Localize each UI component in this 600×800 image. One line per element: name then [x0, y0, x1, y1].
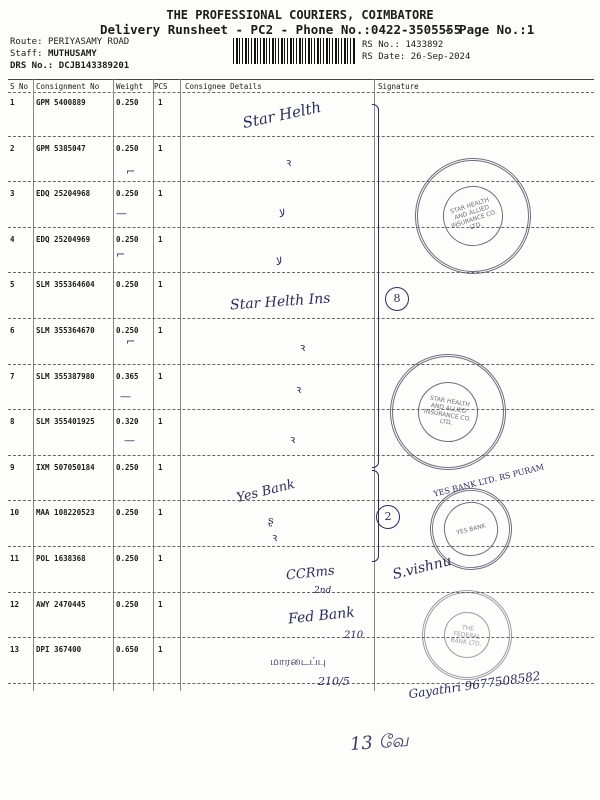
tick-mark: ꝛ: [300, 341, 306, 354]
row-weight: 0.650: [116, 645, 139, 655]
row-pcs: 1: [158, 554, 163, 563]
row-separator: [8, 136, 594, 137]
row-separator: [8, 455, 594, 456]
stamp-text: THE FEDERAL BANK LTD.: [441, 609, 493, 661]
stamp-inner: [439, 497, 503, 561]
yes-bank-stamp-outer-text: YES BANK LTD. RS PURAM: [432, 462, 545, 499]
handwriting-tamil-sub: 210/5: [318, 675, 350, 688]
row-sno: 13: [10, 645, 20, 655]
row-consignment-no: DPI 367400: [36, 645, 82, 655]
stamp-text: STAR HEALTH AND ALLIED INSURANCE CO. LTD.: [413, 377, 483, 447]
row-consignment-no: SLM 355364670: [36, 326, 95, 335]
row-consignment-no: SLM 355401925: [36, 417, 95, 427]
row-weight: 0.250: [116, 599, 139, 609]
tick-mark: ꝛ: [272, 531, 278, 544]
row-separator: [8, 364, 594, 365]
tick-mark: ʂ: [268, 514, 274, 527]
star-allied-stamp: [400, 143, 546, 289]
stamp-text: STAR HEALTH AND ALLIED INSURANCE CO. LTD.: [435, 178, 511, 254]
tick-mark: —: [120, 390, 131, 403]
row-consignment-no: IXM 507050184: [36, 462, 95, 472]
row-weight: 0.250: [116, 554, 139, 563]
tick-mark: —: [116, 207, 127, 220]
row-sno: 10: [10, 508, 20, 518]
row-sno: 12: [10, 599, 20, 609]
row-pcs: 1: [158, 234, 163, 244]
tick-mark: ꝛ: [290, 433, 296, 446]
row-pcs: 1: [158, 462, 163, 472]
row-weight: 0.250: [116, 98, 139, 107]
tick-mark: ⌐: [126, 165, 136, 178]
row-pcs: 1: [158, 143, 163, 153]
rs-number: RS No.: 1433892: [362, 40, 444, 50]
tick-mark: ꝛ: [286, 156, 292, 169]
handwriting-yes-bank: Yes Bank: [235, 477, 297, 506]
circled-count: 8: [385, 287, 409, 311]
row-pcs: 1: [158, 645, 163, 655]
row-consignment-no: GPM 5400889: [36, 98, 86, 107]
row-consignment-no: GPM 5385047: [36, 143, 86, 153]
staff-line: [10, 49, 97, 59]
row-sno: 2: [10, 143, 15, 153]
handwriting-ccrms: CCRms: [285, 563, 336, 584]
row-weight: 0.250: [116, 508, 139, 518]
row-sno: 9: [10, 462, 15, 472]
staff-label: Staff:: [10, 49, 43, 59]
barcode: [233, 38, 355, 64]
row-weight: 0.250: [116, 143, 139, 153]
handwriting-tamil-name: மாரடைப்பு: [270, 655, 326, 668]
row-sno: 7: [10, 371, 15, 381]
route-label: Route:: [10, 37, 43, 47]
row-weight: 0.320: [116, 417, 139, 427]
handwriting-star-health-2: Star Helth Ins: [229, 290, 331, 314]
drs-value: DCJB143389201: [58, 61, 130, 71]
drs-label: DRS No.:: [10, 61, 54, 71]
star-allied-stamp: [381, 345, 515, 479]
row-separator: [8, 500, 594, 501]
route-line: [10, 37, 129, 47]
row-pcs: 1: [158, 280, 163, 290]
col-sno-header: S No: [10, 82, 29, 91]
stamp-text: YES BANK: [455, 521, 487, 537]
row-pcs: 1: [158, 189, 163, 199]
row-weight: 0.250: [116, 326, 139, 335]
runsheet-line: Delivery Runsheet - PC2 - Phone No.:0422-3505555: [100, 22, 462, 37]
row-sno: 3: [10, 189, 15, 199]
row-weight: 0.250: [116, 189, 139, 199]
row-weight: 0.250: [116, 462, 139, 472]
row-pcs: 1: [158, 599, 163, 609]
circled-count: 2: [376, 505, 400, 529]
page-number: - Page No.:1: [444, 22, 535, 37]
row-pcs: 1: [158, 326, 163, 335]
row-pcs: 1: [158, 508, 163, 518]
col-consignment-header: Consignment No: [36, 82, 100, 91]
staff-value: MUTHUSAMY: [47, 49, 97, 59]
col-signature-header: Signature: [378, 82, 419, 91]
company-title: THE PROFESSIONAL COURIERS, COIMBATORE: [166, 8, 434, 22]
col-pcs-header: PCS: [154, 82, 168, 91]
column-divider: [113, 79, 114, 691]
federal-bank-stamp: [416, 584, 518, 686]
brace-mark: [372, 104, 379, 468]
drs-line: [10, 61, 129, 71]
handwriting-fed-bank-sub: 210: [344, 630, 364, 641]
route-value: PERIYASAMY ROAD: [47, 37, 130, 47]
col-consignee-header: Consignee Details: [185, 82, 262, 91]
handwriting-fed-bank: Fed Bank: [287, 604, 356, 628]
row-consignment-no: EDQ 25204968: [36, 189, 91, 199]
tick-mark: ⌐: [116, 248, 126, 261]
tick-mark: ⌐: [126, 335, 136, 348]
row-sno: 11: [10, 554, 20, 563]
header-top-rule: [8, 79, 594, 80]
row-separator: [8, 272, 594, 273]
row-weight: 0.250: [116, 234, 139, 244]
handwriting-ccrms-sub: 2nd: [314, 586, 332, 596]
row-pcs: 1: [158, 98, 163, 107]
header-bottom-rule: [8, 92, 594, 93]
row-consignment-no: SLM 355364604: [36, 280, 95, 290]
row-consignment-no: MAA 108220523: [36, 508, 95, 518]
column-divider: [180, 79, 181, 691]
row-sno: 5: [10, 280, 15, 290]
row-consignment-no: AWY 2470445: [36, 599, 86, 609]
row-weight: 0.365: [116, 371, 139, 381]
row-separator: [8, 592, 594, 593]
signature-row-13: Gayathri 9677508582: [407, 668, 542, 702]
footer-handwritten-note: 13 வே: [349, 729, 410, 756]
row-consignment-no: EDQ 25204969: [36, 234, 91, 244]
row-pcs: 1: [158, 371, 163, 381]
row-weight: 0.250: [116, 280, 139, 290]
column-divider: [153, 79, 154, 691]
tick-mark: —: [124, 434, 135, 447]
handwriting-star-health-1: Star Helth: [240, 97, 323, 133]
row-sno: 4: [10, 234, 15, 244]
tick-mark: ꝛ: [296, 383, 302, 396]
row-pcs: 1: [158, 417, 163, 427]
row-sno: 8: [10, 417, 15, 427]
row-sno: 1: [10, 98, 15, 107]
tick-mark: ﻻ: [276, 255, 283, 268]
col-weight-header: Weight: [116, 82, 144, 91]
column-divider: [33, 79, 34, 691]
rs-date: RS Date: 26-Sep-2024: [362, 52, 471, 62]
runsheet-title: [14, 22, 535, 37]
row-sno: 6: [10, 326, 15, 335]
row-consignment-no: POL 1638368: [36, 554, 86, 563]
tick-mark: ﻻ: [279, 207, 286, 220]
row-separator: [8, 318, 594, 319]
row-consignment-no: SLM 355387980: [36, 371, 95, 381]
signature-row-11: S.vishnu: [390, 552, 454, 584]
